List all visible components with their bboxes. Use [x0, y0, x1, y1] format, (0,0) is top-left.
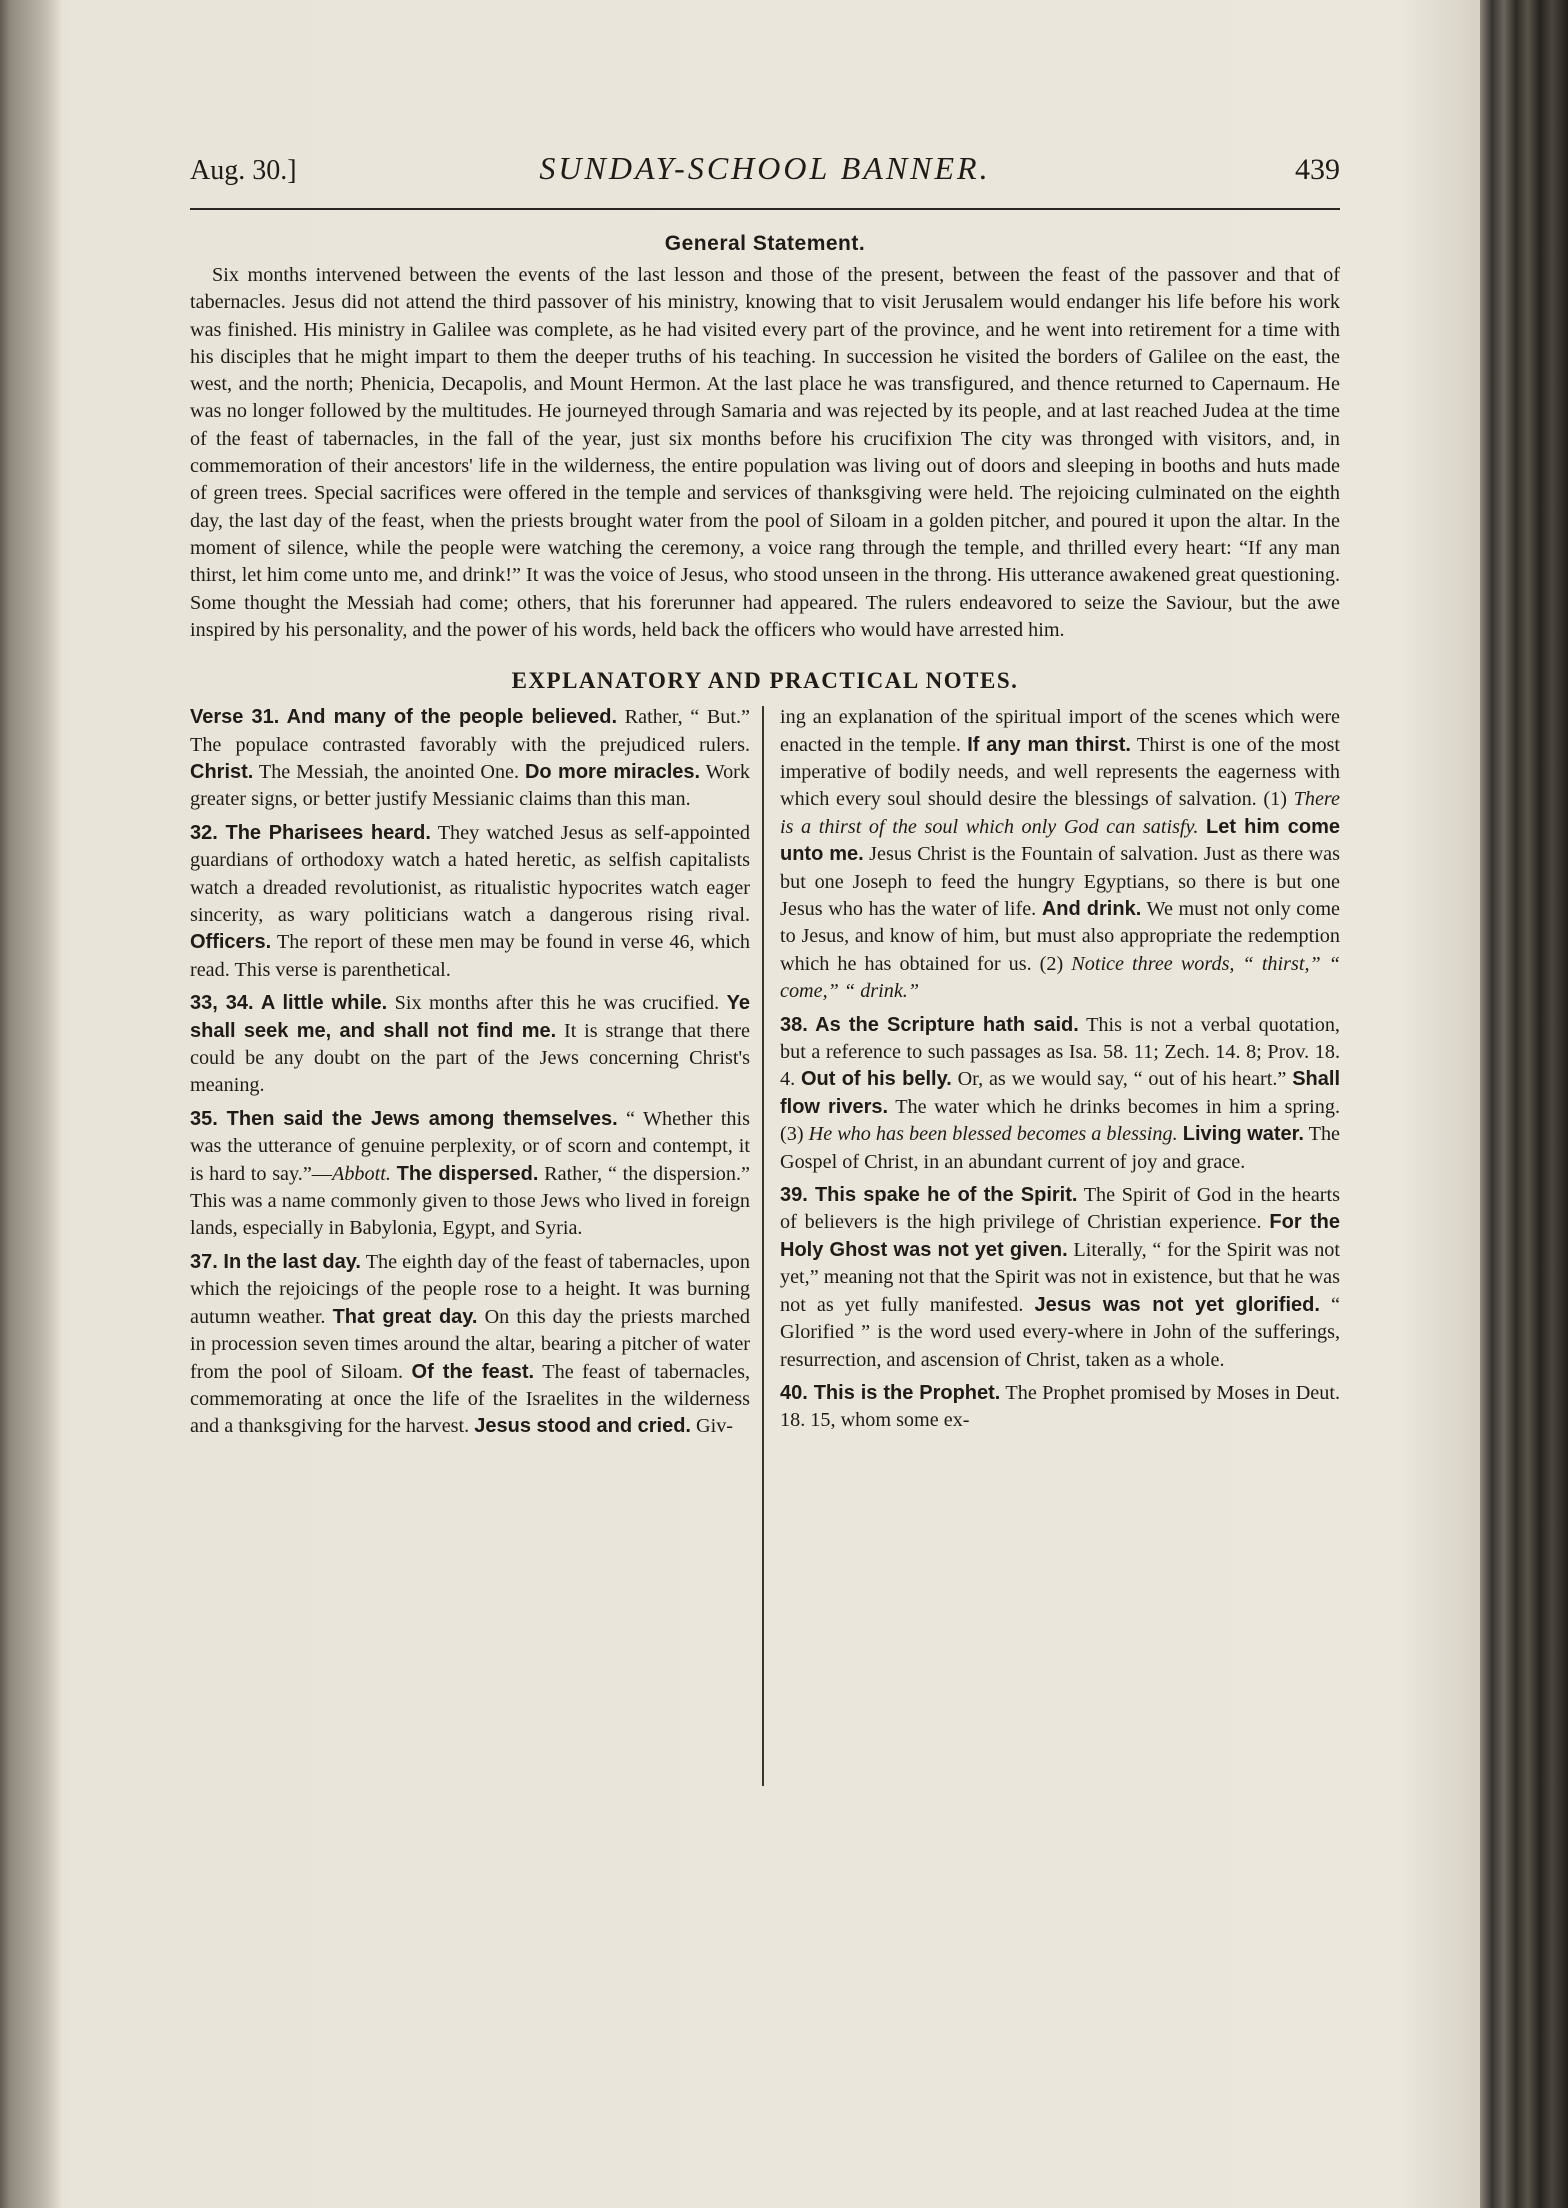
note-text: The Spirit of God in the hearts of believers is the high privilege of Christian experience.: [780, 1184, 1340, 1234]
note-text: It is strange that there could be any doubt on the part of the Jews concerning Christ's meaning.: [190, 1019, 750, 1097]
note-italic: Notice three words, “ thirst,” “ come,” “ drink.”: [780, 952, 1341, 1003]
note-keyword: 38. As the Scripture hath said.: [780, 1013, 1079, 1036]
page-number: 439: [1295, 153, 1340, 186]
note-keyword: 33, 34. A little while.: [190, 992, 388, 1015]
note-keyword: Ye shall seek me, and shall not find me.: [190, 992, 750, 1042]
note-keyword: And drink.: [1041, 898, 1142, 920]
note-paragraph: [190, 820, 750, 984]
note-text: The Messiah, the anointed One.: [253, 760, 525, 783]
note-text: The water which he drinks becomes in him a spring. (3): [780, 1095, 1340, 1146]
note-text: The feast of tabernacles, commemorating at once the life of the Israelites in the wilderness and a thanksgiving for the harvest.: [190, 1360, 751, 1438]
publication-title: SUNDAY-SCHOOL BANNER.: [539, 150, 991, 186]
note-text: “ Glorified ” is the word used every-where in John of the sufferings, resurrection, and ascension of Christ, taken as a whole.: [780, 1293, 1340, 1371]
note-keyword: For the Holy Ghost was not yet given.: [780, 1211, 1340, 1261]
note-keyword: The dispersed.: [396, 1162, 539, 1185]
note-keyword: Verse 31. And many of the people believed.: [190, 706, 618, 729]
note-keyword: 32. The Pharisees heard.: [190, 821, 431, 844]
note-text: We must not only come to Jesus, and know of him, but must also appropriate the redemption which he has obtained for us. (2): [780, 898, 1340, 975]
note-text: Work greater signs, or better justify Messianic claims than this man.: [190, 760, 750, 811]
note-text: Jesus Christ is the Fountain of salvation. Just as there was but one Joseph to feed the hungry Egyptians, so there is but one Jesus who has the water of life.: [780, 843, 1340, 920]
note-text: Thirst is one of the most imperative of bodily needs, and well represents the eagerness with which every soul should desire the blessings of salvation. (1): [780, 733, 1340, 811]
notes-heading: EXPLANATORY AND PRACTICAL NOTES.: [511, 668, 1019, 694]
note-keyword: Shall flow rivers.: [780, 1068, 1340, 1118]
note-italic: There is a thirst of the soul which only God can satisfy.: [780, 788, 1340, 838]
note-keyword: Christ.: [190, 760, 254, 783]
note-italic: Abbott.: [332, 1162, 391, 1185]
note-text: [1198, 816, 1206, 838]
note-text: The Prophet promised by Moses in Deut. 18. 15, whom some ex-: [780, 1381, 1340, 1432]
note-paragraph: [780, 1182, 1340, 1374]
note-text: Six months after this he was crucified.: [387, 992, 727, 1015]
note-text: The eighth day of the feast of tabernacles, upon which the rejoicings of the people rose to a height. It was burning autumn weather.: [190, 1250, 750, 1328]
note-paragraph: [190, 704, 750, 814]
note-text: Or, as we would say, “ out of his heart.”: [951, 1068, 1293, 1091]
note-text: On this day the priests marched in procession seven times around the altar, bearing a pitcher of water from the pool of Siloam.: [190, 1305, 750, 1383]
note-text: Giv-: [690, 1415, 734, 1438]
note-paragraph: [780, 1380, 1340, 1435]
note-keyword: If any man thirst.: [967, 733, 1131, 756]
note-keyword: Do more miracles.: [524, 760, 701, 783]
note-text: This is not a verbal quotation, but a reference to such passages as Isa. 58. 11; Zech. 14. 8; Prov. 18. 4.: [780, 1013, 1340, 1091]
note-keyword: Officers.: [190, 931, 272, 954]
note-text: Rather, “ the dispersion.” This was a name commonly given to those Jews who lived in foreign lands, especially in Babylonia, Egypt, and Syria.: [190, 1162, 751, 1240]
notes-right-column: [780, 704, 1340, 1447]
note-keyword: Out of his belly.: [800, 1068, 952, 1091]
note-keyword: 39. This spake he of the Spirit.: [780, 1184, 1078, 1207]
note-paragraph: [190, 1106, 750, 1243]
notes-left-column: [190, 704, 750, 1447]
note-keyword: Of the feast.: [411, 1360, 535, 1383]
note-keyword: 40. This is the Prophet.: [780, 1381, 1001, 1404]
general-statement-text: Six months intervened between the events of the last lesson and those of the present, between the feast of the passover and that of tabernacles. Jesus did not attend the third passover of his ministry, knowing that to visit Jerusalem would endanger his life before his work was finished. His ministry in Galilee was complete, as he had visited every part of the province, and he went into retirement for a time with his disciples that he might impart to them the deeper truths of his teaching. In succession he visited the borders of Galilee on the east, the west, and the north; Phenicia, Decapolis, and Mount Hermon. At the last place he was transfigured, and thence returned to Capernaum. He was no longer followed by the multitudes. He journeyed through Samaria and was rejected by its people, and at last reached Judea at the time of the feast of tabernacles, in the fall of the year, just six months before his crucifixion The city was thronged with visitors, and, in commemoration of their ancestors' life in the wilderness, the entire population was living out of doors and sleeping in booths and huts made of green trees. Special sacrifices were offered in the temple and services of thanksgiving were held. The rejoicing culminated on the eighth day, the last day of the feast, when the priests brought water from the pool of Siloam in a golden pitcher, and poured it upon the altar. In the moment of silence, while the people were watching the ceremony, a voice rang through the temple, and thrilled every heart: “If any man thirst, let him come unto me, and drink!” It was the voice of Jesus, who stood unseen in the throng. His utterance awakened great questioning. Some thought the Messiah had come; others, that his forerunner had appeared. The rulers endeavored to seize the Saviour, but the awe inspired by his personality, and the power of his words, held back the officers who would have arrested him.: [190, 264, 1340, 641]
note-text: They watched Jesus as self-appointed guardians of orthodoxy watch a hated heretic, as selfish capitalists watch a dreaded revolutionist, as ritualistic hypocrites watch eager sincerity, as wary politicians watch a dangerous rising rival.: [190, 821, 750, 926]
column-rule: [762, 706, 764, 1786]
note-keyword: Living water.: [1182, 1123, 1304, 1146]
note-text: The Gospel of Christ, in an abundant current of joy and grace.: [780, 1123, 1340, 1173]
note-keyword: 37. In the last day.: [190, 1250, 361, 1273]
note-italic: He who has been blessed becomes a blessing.: [808, 1123, 1178, 1146]
page-content: [190, 150, 1340, 1447]
note-paragraph: [780, 1012, 1340, 1176]
note-paragraph: [190, 1249, 750, 1441]
book-edge: [1480, 0, 1568, 2208]
issue-date: Aug. 30.]: [190, 155, 297, 186]
general-statement-heading: General Statement.: [664, 232, 866, 255]
note-text: Rather, “ But.” The populace contrasted favorably with the prejudiced rulers.: [190, 706, 750, 756]
note-keyword: That great day.: [332, 1305, 478, 1328]
note-text: Literally, “ for the Spirit was not yet,” meaning not that the Spirit was not in existence, but that he was not as yet fully manifested.: [780, 1238, 1340, 1316]
note-keyword: Let him come unto me.: [780, 815, 1341, 866]
note-text: ing an explanation of the spiritual import of the scenes which were enacted in the temple.: [780, 706, 1340, 756]
note-text: The report of these men may be found in verse 46, which read. This verse is parenthetical.: [190, 931, 750, 981]
binding-shadow: [0, 0, 62, 2208]
running-head: [190, 150, 1340, 210]
note-keyword: Jesus stood and cried.: [474, 1415, 691, 1438]
note-text: “ Whether this was the utterance of genuine perplexity, or of scorn and contempt, it is hard to say.”—: [190, 1107, 750, 1185]
notes-columns: [190, 704, 1340, 1447]
note-paragraph: [780, 704, 1340, 1005]
note-keyword: 35. Then said the Jews among themselves.: [190, 1107, 618, 1130]
note-keyword: Jesus was not yet glorified.: [1034, 1293, 1320, 1316]
note-paragraph: [190, 990, 750, 1100]
